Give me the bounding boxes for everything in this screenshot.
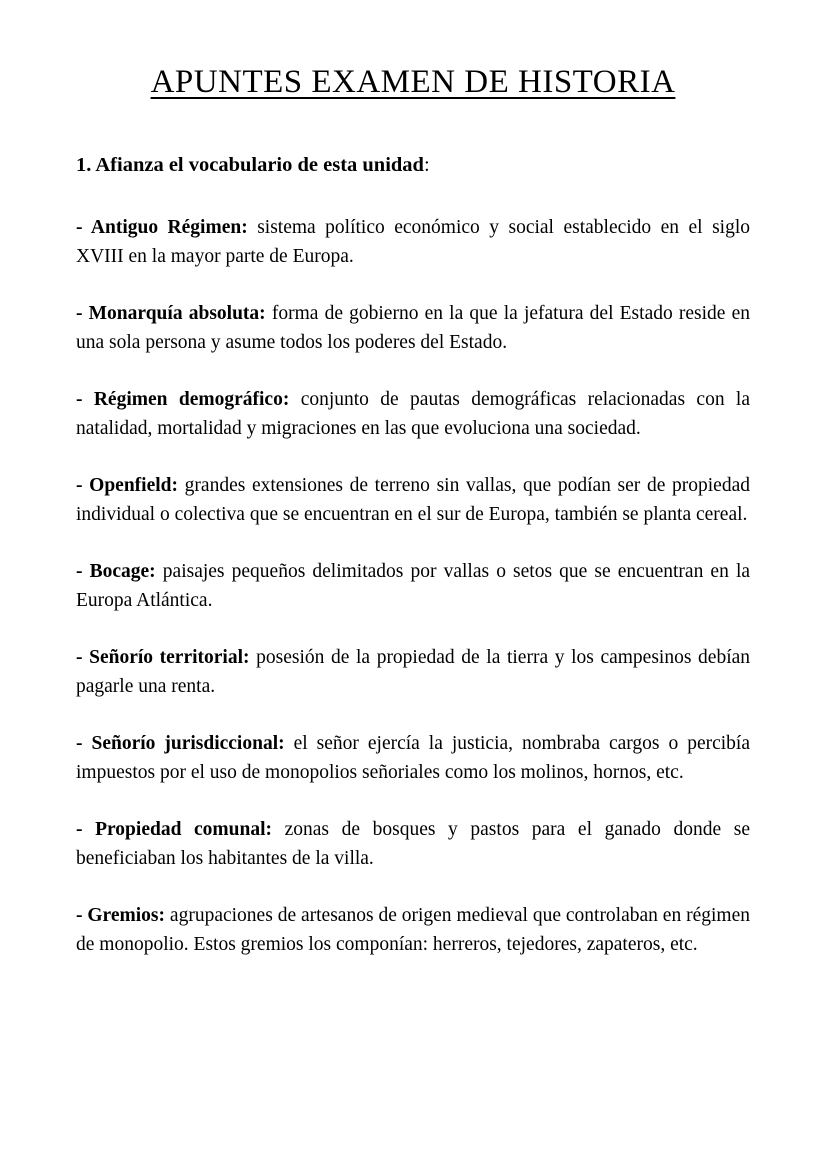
vocab-definition: sistema político económico y social establecido en el siglo XVIII en la mayor parte de Europa. (76, 217, 751, 267)
vocab-term: - Gremios: (76, 905, 166, 926)
vocab-entry (76, 557, 750, 615)
vocab-entry (76, 815, 750, 873)
section-heading-text: 1. Afianza el vocabulario de esta unidad (76, 154, 424, 176)
vocab-definition: agrupaciones de artesanos de origen medieval que controlaban en régimen de monopolio. Estos gremios los componían: herreros, tejedores, zapateros, etc. (76, 905, 751, 955)
vocab-term: - Señorío territorial: (76, 647, 250, 668)
vocab-term: - Bocage: (76, 561, 156, 582)
vocab-entry (76, 385, 750, 443)
vocab-entry (76, 729, 750, 787)
vocab-definition: forma de gobierno en la que la jefatura del Estado reside en una sola persona y asume todos los poderes del Estado. (76, 303, 751, 353)
vocab-definition: conjunto de pautas demográficas relacionadas con la natalidad, mortalidad y migraciones en las que evoluciona una sociedad. (76, 389, 750, 439)
vocab-entry (76, 471, 750, 529)
vocab-definition: el señor ejercía la justicia, nombraba cargos o percibía impuestos por el uso de monopolios señoriales como los molinos, hornos, etc. (76, 733, 750, 783)
vocab-definition: posesión de la propiedad de la tierra y los campesinos debían pagarle una renta. (76, 647, 751, 697)
vocab-term: - Antiguo Régimen: (76, 217, 248, 238)
vocab-term: - Régimen demográfico: (76, 389, 290, 410)
vocab-term: - Propiedad comunal: (76, 819, 273, 840)
vocab-entry (76, 299, 750, 357)
section-heading (76, 151, 750, 179)
vocab-definition: zonas de bosques y pastos para el ganado donde se beneficiaban los habitantes de la villa. (76, 819, 750, 869)
vocab-definition: grandes extensiones de terreno sin vallas, que podían ser de propiedad individual o colectiva que se encuentran en el sur de Europa, también se planta cereal. (76, 475, 750, 525)
vocab-term: - Monarquía absoluta: (76, 303, 266, 324)
section-heading-colon: : (423, 154, 430, 176)
vocab-term: - Señorío jurisdiccional: (76, 733, 285, 754)
document-title: APUNTES EXAMEN DE HISTORIA (150, 64, 676, 100)
vocab-entry (76, 901, 750, 959)
vocab-entry (76, 213, 750, 271)
vocab-definition: paisajes pequeños delimitados por vallas o setos que se encuentran en la Europa Atlántica. (76, 561, 751, 611)
vocab-entry (76, 643, 750, 701)
vocab-term: - Openfield: (76, 475, 178, 496)
